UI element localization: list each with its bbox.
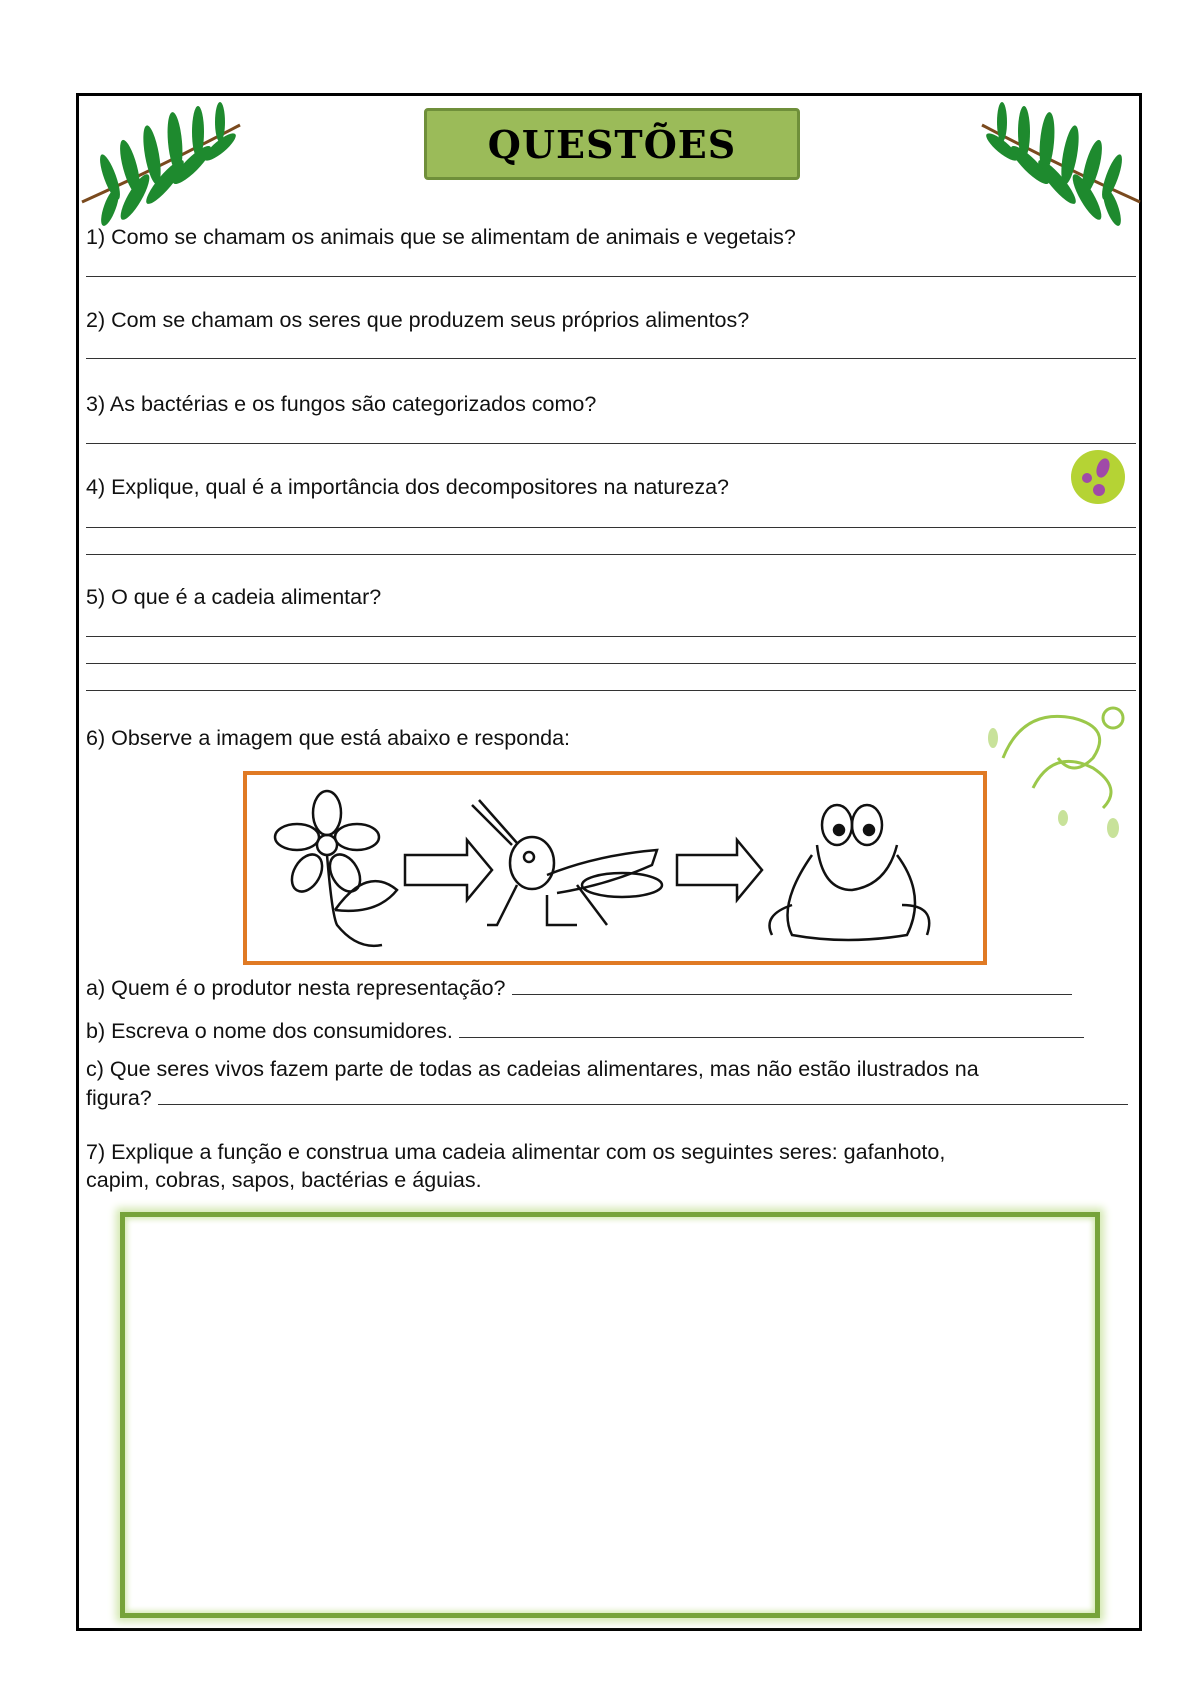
question-5: 5) O que é a cadeia alimentar? <box>86 585 382 609</box>
question-6b: b) Escreva o nome dos consumidores. <box>86 1017 1084 1045</box>
question-6c-cont: figura? <box>86 1084 1128 1112</box>
arrow-icon <box>677 840 762 900</box>
food-chain-image <box>243 771 987 965</box>
answer-line[interactable] <box>86 690 1136 691</box>
answer-line[interactable] <box>86 443 1136 444</box>
answer-line[interactable] <box>86 527 1136 528</box>
arrow-icon <box>405 840 492 900</box>
answer-line[interactable] <box>86 554 1136 555</box>
answer-line[interactable] <box>86 636 1136 637</box>
question-6c: c) Que seres vivos fazem parte de todas as cadeias alimentares, mas não estão ilustrados na <box>86 1057 979 1081</box>
leaf-branch-left-icon <box>80 97 250 227</box>
flower-icon <box>275 791 397 946</box>
leaf-branch-right-icon <box>972 97 1142 227</box>
question-7-cont: capim, cobras, sapos, bactérias e águias. <box>86 1168 482 1192</box>
floral-swirl-icon <box>963 698 1135 844</box>
frog-icon <box>770 805 930 940</box>
question-3: 3) As bactérias e os fungos são categorizados como? <box>86 392 597 416</box>
answer-line[interactable] <box>86 358 1136 359</box>
question-4: 4) Explique, qual é a importância dos decompositores na natureza? <box>86 475 729 499</box>
question-6a: a) Quem é o produtor nesta representação? <box>86 974 1072 1002</box>
microbe-icon <box>1069 448 1127 506</box>
question-2: 2) Com se chamam os seres que produzem seus próprios alimentos? <box>86 308 750 332</box>
grasshopper-icon <box>472 800 662 925</box>
answer-line[interactable] <box>86 663 1136 664</box>
answer-blank[interactable] <box>512 974 1072 995</box>
answer-blank[interactable] <box>158 1084 1128 1105</box>
question-7: 7) Explique a função e construa uma cadeia alimentar com os seguintes seres: gafanhoto, <box>86 1140 946 1164</box>
page-title: QUESTÕES <box>487 121 737 167</box>
title-banner <box>424 108 800 180</box>
answer-line[interactable] <box>86 276 1136 277</box>
answer-box[interactable] <box>120 1212 1100 1618</box>
question-6: 6) Observe a imagem que está abaixo e responda: <box>86 726 571 750</box>
question-1: 1) Como se chamam os animais que se alimentam de animais e vegetais? <box>86 225 796 249</box>
answer-blank[interactable] <box>459 1017 1084 1038</box>
